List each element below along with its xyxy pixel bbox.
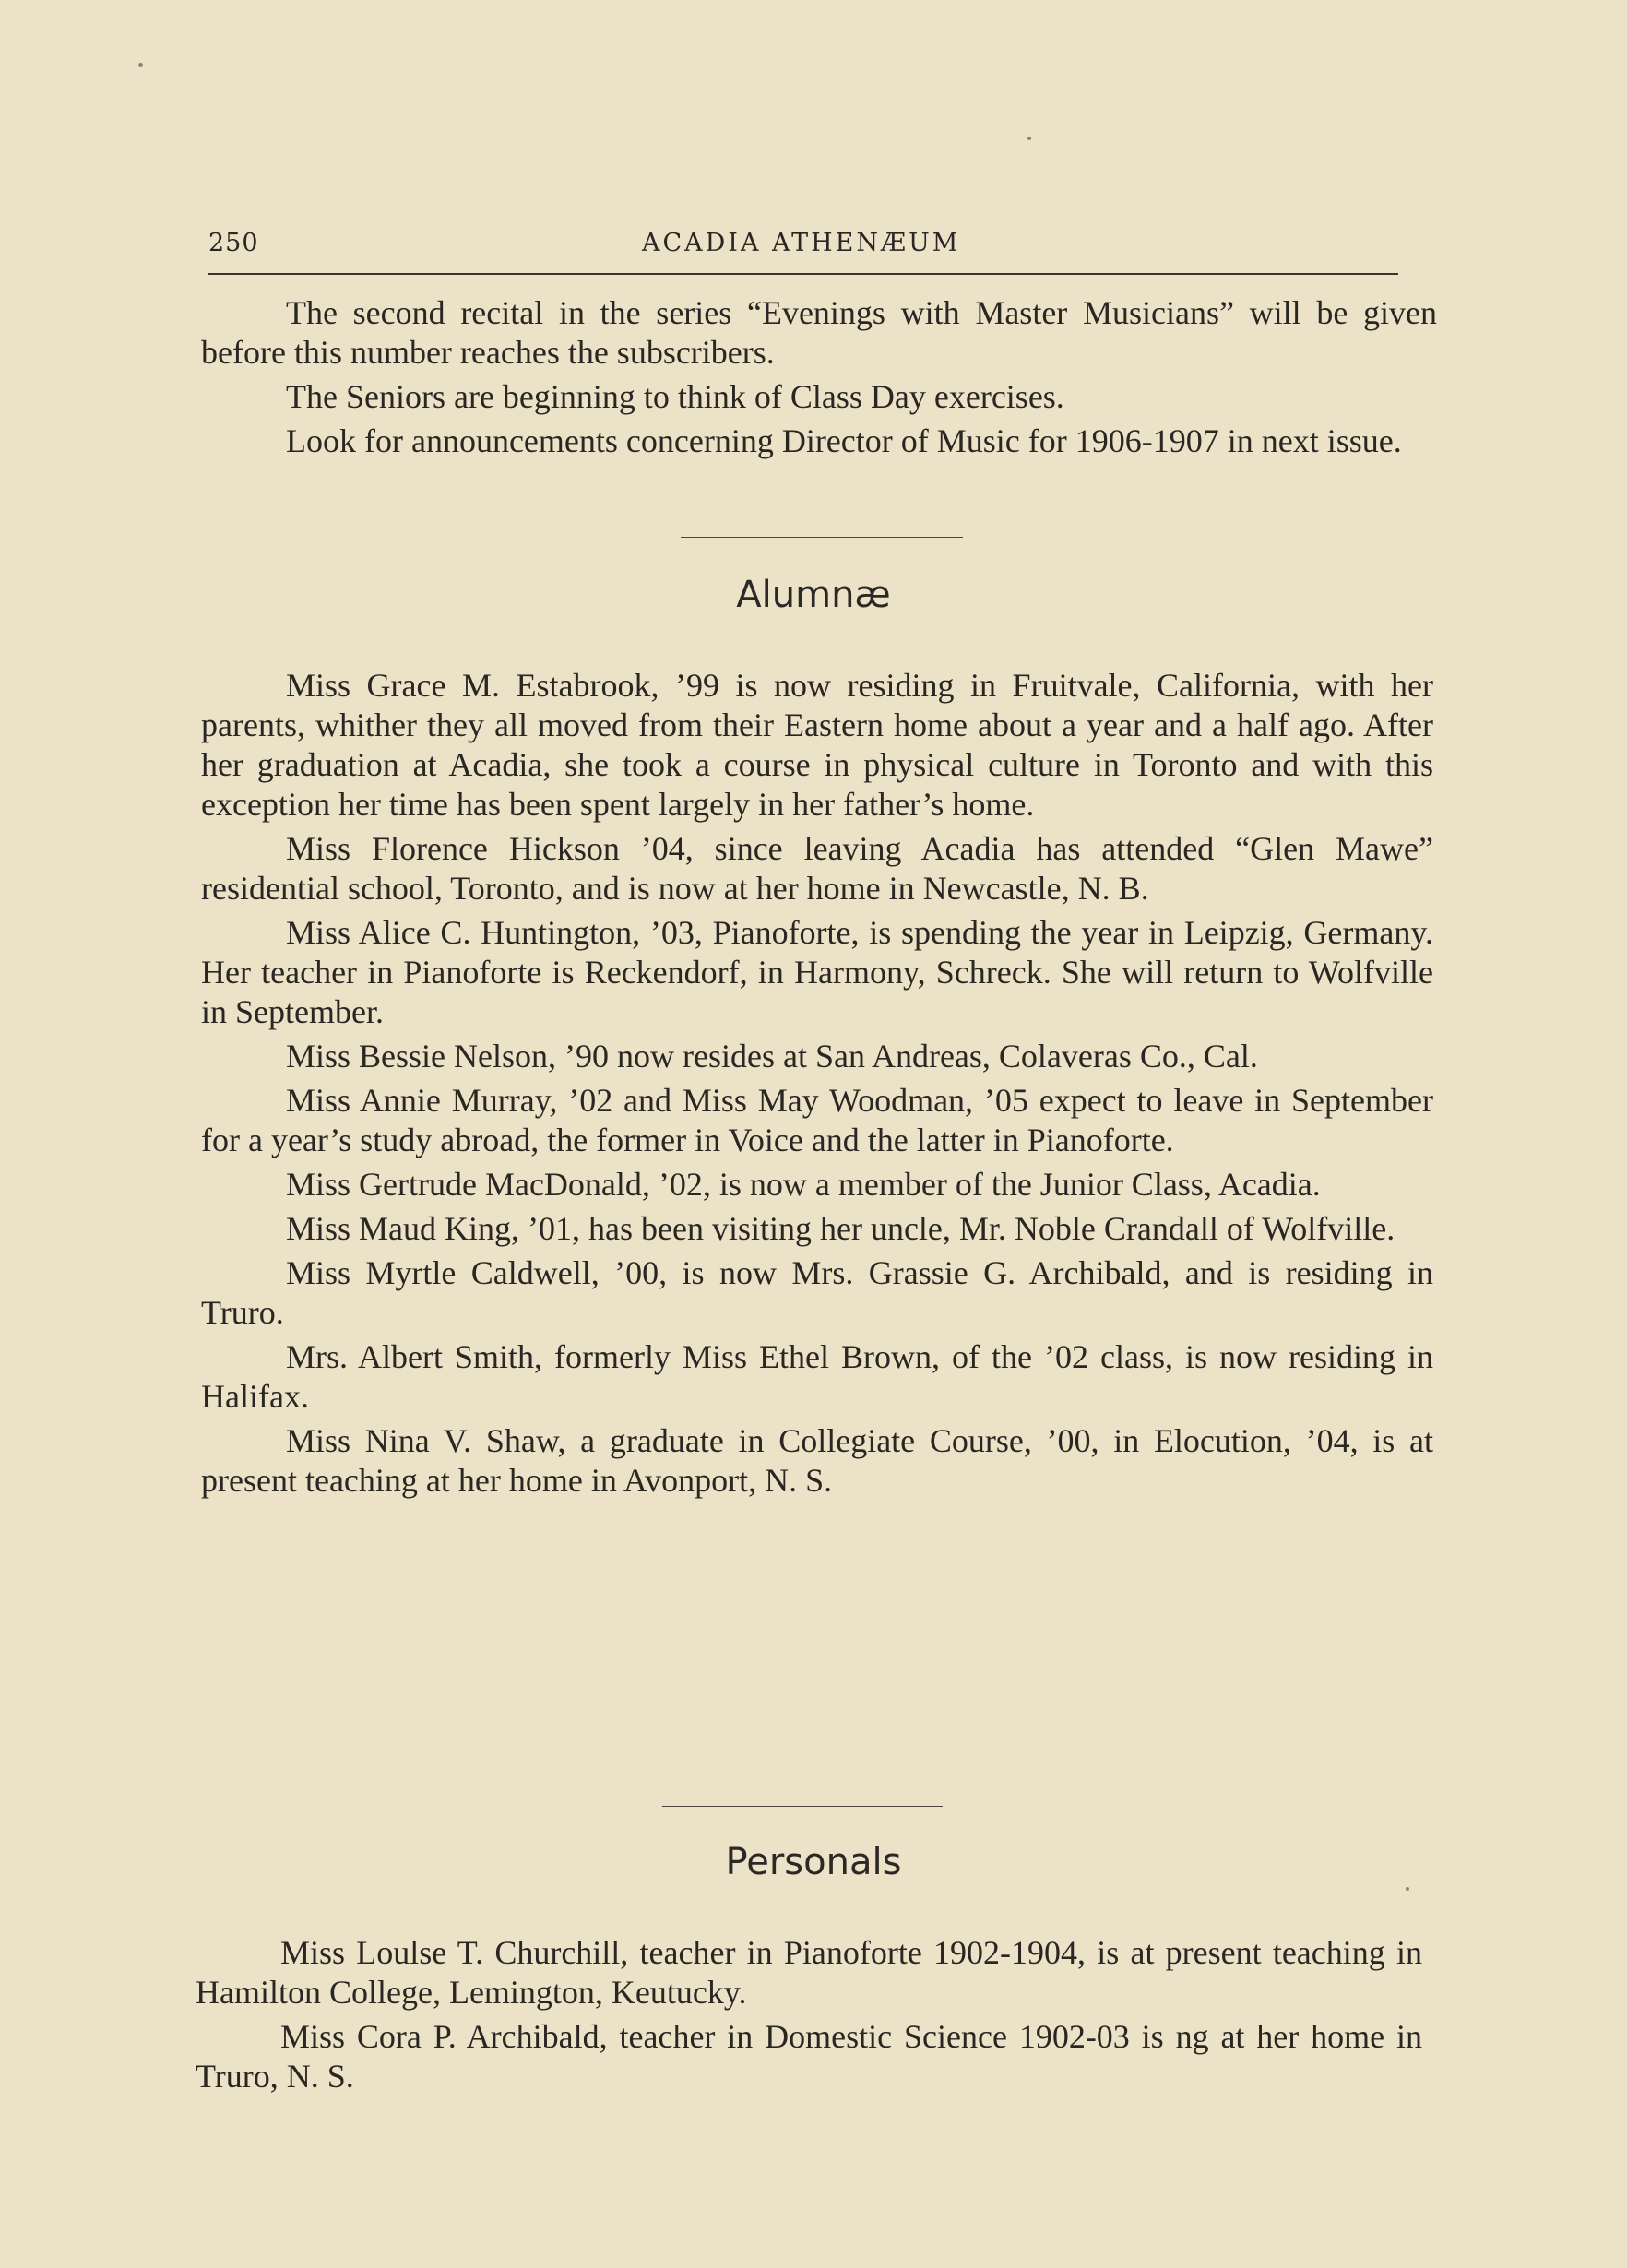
page-number: 250 — [208, 229, 259, 257]
personals-heading: Personals — [725, 1841, 902, 1883]
alumnae-paragraph: Miss Bessie Nelson, ’90 now resides at San Andreas, Colaveras Co., Cal. — [286, 1038, 1258, 1075]
personals-paragraph: Miss Loulse T. Churchill, teacher in Pianoforte 1902-1904, is at present teaching in Hamilton College, Lemington, Keutucky. — [196, 1934, 1422, 2011]
paper-speck — [1027, 137, 1031, 140]
alumnae-paragraph: Miss Gertrude MacDonald, ’02, is now a member of the Junior Class, Acadia. — [286, 1166, 1321, 1203]
intro-paragraph: Look for announcements concerning Director of Music for 1906-1907 in next issue. — [286, 422, 1402, 459]
alumnae-section — [201, 666, 1433, 1505]
personals-section — [196, 1933, 1422, 2101]
alumnae-paragraph: Miss Grace M. Estabrook, ’99 is now residing in Fruitvale, California, with her parents, whither they all moved from their Eastern home about a year and a half ago. After her graduation at Acadia, she took a course in physical culture in Toronto and with this exception her time has been spent largely in her father’s home. — [201, 667, 1433, 823]
section-divider — [681, 537, 963, 538]
intro-section — [201, 293, 1437, 466]
alumnae-paragraph: Mrs. Albert Smith, formerly Miss Ethel Brown, of the ’02 class, is now residing in Halifax. — [201, 1338, 1433, 1415]
alumnae-paragraph: Miss Alice C. Huntington, ’03, Pianoforte, is spending the year in Leipzig, Germany. Her teacher in Pianoforte is Reckendorf, in Harmony, Schreck. She will return to Wolfville in September. — [201, 914, 1433, 1030]
alumnae-paragraph: Miss Florence Hickson ’04, since leaving Acadia has attended “Glen Mawe” residential school, Toronto, and is now at her home in Newcastle, N. B. — [201, 830, 1433, 907]
alumnae-heading: Alumnæ — [736, 574, 891, 616]
section-divider — [662, 1806, 943, 1807]
alumnae-paragraph: Miss Myrtle Caldwell, ’00, is now Mrs. Grassie G. Archibald, and is residing in Truro. — [201, 1254, 1433, 1331]
personals-paragraph: Miss Cora P. Archibald, teacher in Domestic Science 1902-03 is ng at her home in Truro, N. S. — [196, 2018, 1422, 2095]
paper-speck — [138, 63, 143, 67]
running-header — [208, 229, 1398, 266]
intro-paragraph: The second recital in the series “Evenings with Master Musicians” will be given before this number reaches the subscribers. — [201, 294, 1437, 371]
intro-paragraph: The Seniors are beginning to think of Class Day exercises. — [286, 378, 1064, 415]
alumnae-paragraph: Miss Maud King, ’01, has been visiting her uncle, Mr. Noble Crandall of Wolfville. — [286, 1210, 1395, 1247]
journal-title: ACADIA ATHENÆUM — [642, 229, 961, 257]
alumnae-paragraph: Miss Annie Murray, ’02 and Miss May Woodman, ’05 expect to leave in September for a year’s study abroad, the former in Voice and the latter in Pianoforte. — [201, 1082, 1433, 1158]
header-rule — [208, 273, 1398, 275]
alumnae-paragraph: Miss Nina V. Shaw, a graduate in Collegiate Course, ’00, in Elocution, ’04, is at present teaching at her home in Avonport, N. S. — [201, 1422, 1433, 1499]
paper-speck — [1406, 1887, 1409, 1891]
